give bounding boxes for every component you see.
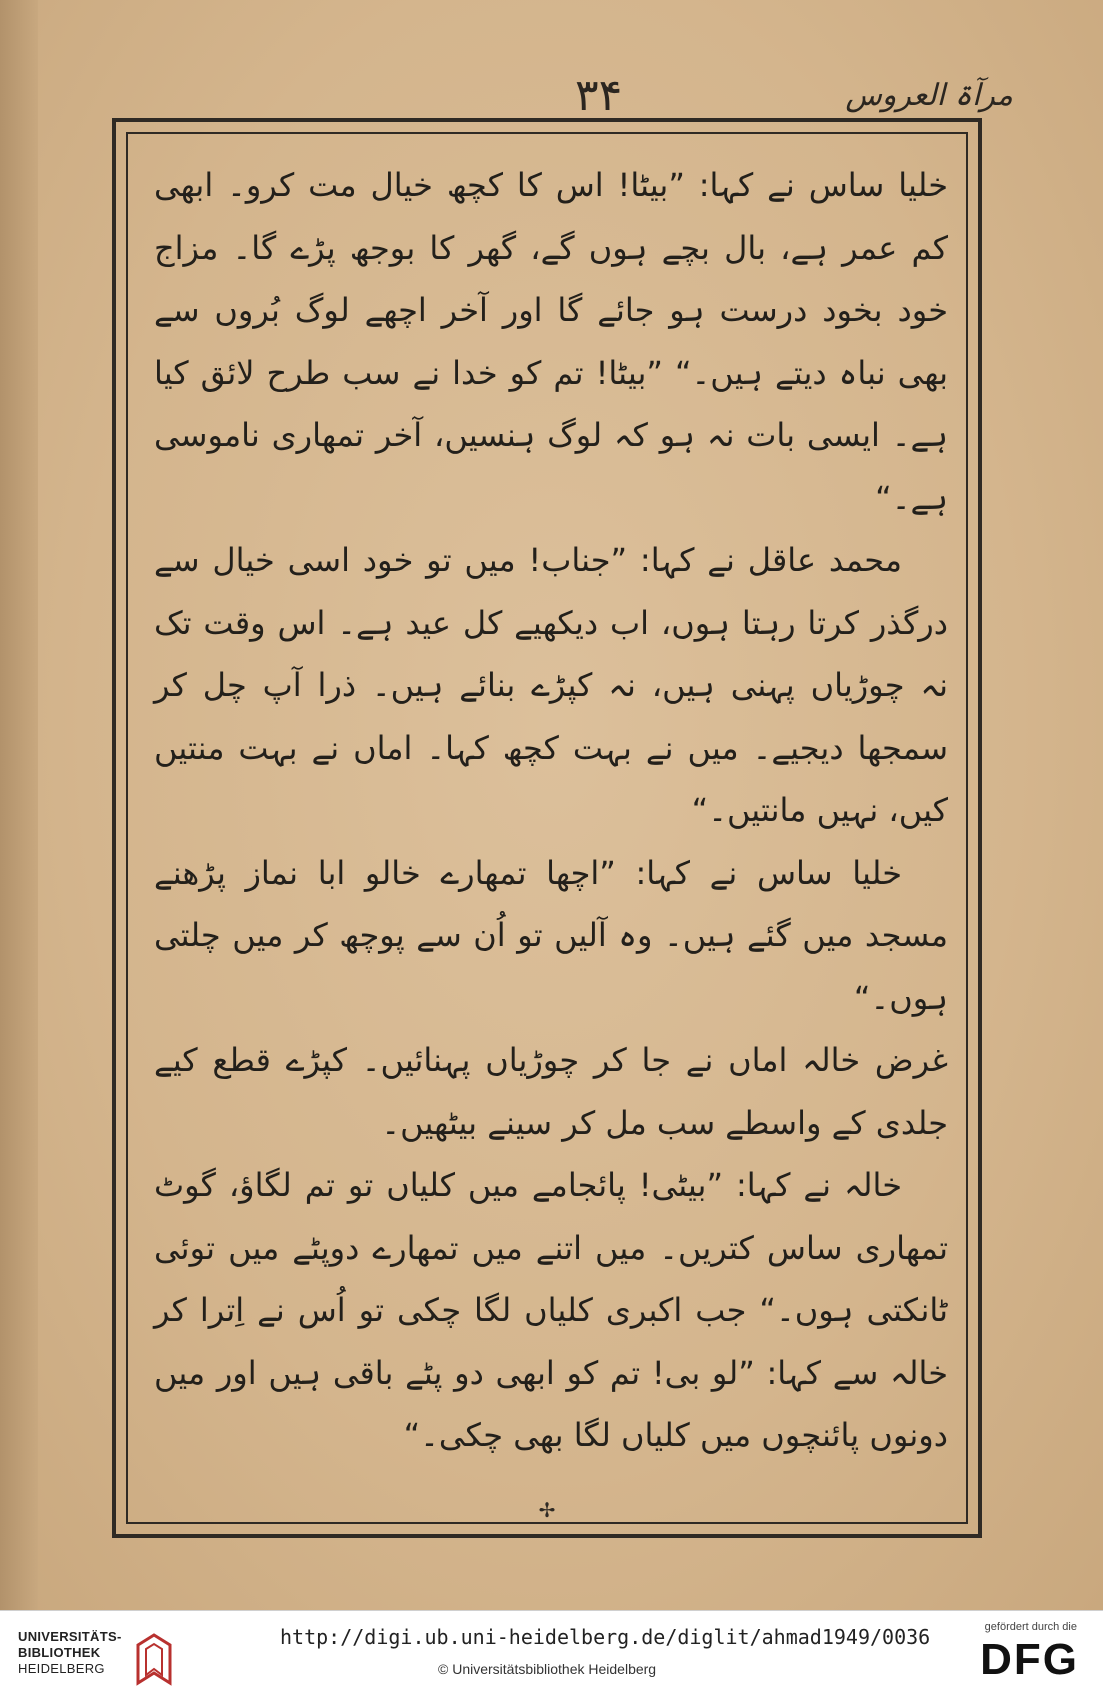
- viewer-footer: [0, 1610, 1103, 1693]
- paragraph-4: غرض خالہ اماں نے جا کر چوڑیاں پہنائیں۔ کپڑے قطع کیے جلدی کے واسطے سب مل کر سینے بیٹھیں۔: [154, 1041, 948, 1142]
- library-mark-icon: [134, 1631, 174, 1687]
- book-title: مرآۃ العروس: [845, 78, 1013, 113]
- page-number: ۳۴: [575, 70, 623, 121]
- paragraph-5: خالہ نے کہا: ”بیٹی! پائجامے میں کلیاں تو تم لگاؤ، گوٹ تمھاری ساس کتریں۔ میں اتنے میں تمھارے دوپٹے میں توئی ٹانکتی ہوں۔“ جب اکبری کلیاں لگا چکی تو اُس نے اِترا کر خالہ سے کہا: ”لو بی! تم کو ابھی دو پٹے باقی ہیں اور میں دونوں پائنچوں میں کلیاں لگا بھی چکی۔“: [154, 1166, 949, 1454]
- library-logo[interactable]: [18, 1623, 158, 1683]
- library-name-line3: HEIDELBERG: [18, 1661, 105, 1676]
- dfg-caption: gefördert durch die: [984, 1621, 1077, 1633]
- library-name-line2: BIBLIOTHEK: [18, 1645, 101, 1660]
- body-text: [154, 154, 948, 1474]
- library-name-line1: UNIVERSITÄTS-: [18, 1629, 122, 1644]
- paragraph-3: خلیا ساس نے کہا: ”اچھا تمھارے خالو ابا نماز پڑھنے مسجد میں گئے ہیں۔ وہ آلیں تو اُن سے پوچھ کر میں چلتی ہوں۔“: [154, 853, 948, 1017]
- permalink-url[interactable]: http://digi.ub.uni-heidelberg.de/diglit/ahmad1949/0036: [280, 1625, 931, 1649]
- paragraph-1: خلیا ساس نے کہا: ”بیٹا! اس کا کچھ خیال مت کرو۔ ابھی کم عمر ہے، بال بچے ہوں گے، گھر کا بوجھ پڑے گا۔ مزاج خود بخود درست ہو جائے گا اور آخر اچھے لوگ بُروں سے بھی نباہ دیتے ہیں۔“ ”بیٹا! تم کو خدا نے سب طرح لائق کیا ہے۔ ایسی بات نہ ہو کہ لوگ ہنسیں، آخر تمھاری ناموسی ہے۔“: [154, 166, 948, 517]
- dfg-logo[interactable]: DFG: [980, 1635, 1079, 1684]
- ornament-icon: ✢: [538, 1498, 556, 1522]
- copyright-notice: © Universitätsbibliothek Heidelberg: [438, 1661, 657, 1677]
- text-frame: [112, 118, 982, 1538]
- page-gutter: [0, 0, 38, 1610]
- paragraph-2: محمد عاقل نے کہا: ”جناب! میں تو خود اسی خیال سے درگذر کرتا رہتا ہوں، اب دیکھیے کل عید ہے۔ اس وقت تک نہ چوڑیاں پہنی ہیں، نہ کپڑے بنائے ہیں۔ ذرا آپ چل کر سمجھا دیجیے۔ میں نے بہت کچھ کہا۔ اماں نے بہت منتیں کیں، نہیں مانتیں۔“: [154, 541, 949, 829]
